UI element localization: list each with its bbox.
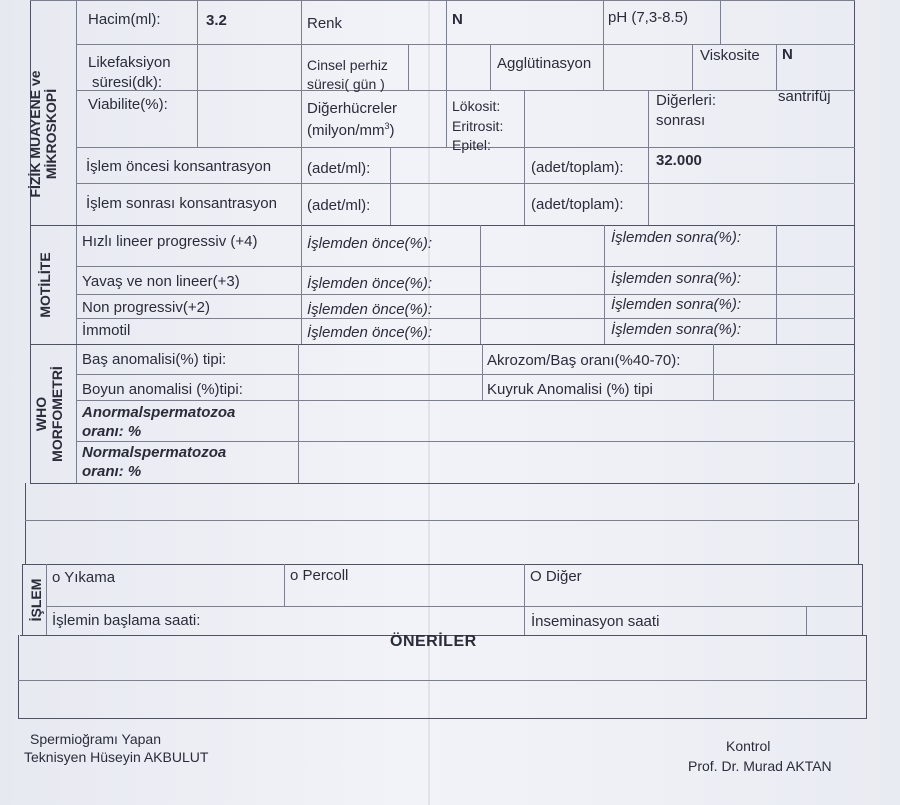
motilite-before-label: İşlemden önce(%): <box>307 324 433 341</box>
likefaksiyon-label-line1: Likefaksiyon <box>88 54 171 71</box>
adet-toplam-label: (adet/toplam): <box>531 159 624 176</box>
col-line <box>713 344 714 400</box>
section-label-line: MORFOMETRİ <box>49 366 65 462</box>
section-label-motilite: MOTİLİTE <box>37 252 53 318</box>
blank-left <box>25 483 26 565</box>
frame-right <box>866 635 867 719</box>
top-border <box>30 0 855 1</box>
col-line <box>298 344 299 483</box>
motilite-row-label: İmmotil <box>82 322 131 339</box>
adet-ml-label: (adet/ml): <box>307 160 371 177</box>
motilite-before-label: İşlemden önce(%): <box>307 235 433 252</box>
diger-hucreler-exponent: 3 <box>384 121 390 131</box>
cinsel-perhiz-label-line1: Cinsel perhiz <box>307 57 388 73</box>
section-label-line: FİZİK MUAYENE ve <box>27 70 43 198</box>
islem-sonrasi-konsantrasyon-label: İşlem sonrası konsantrasyon <box>86 195 277 212</box>
agglutinasyon-label: Agglütinasyon <box>497 55 592 72</box>
kuyruk-anomalisi-label: Kuyruk Anomalisi (%) tipi <box>487 381 653 398</box>
row-line <box>76 183 855 184</box>
inseminasyon-saati-label: İnseminasyon saati <box>531 613 660 630</box>
col-line <box>390 147 391 225</box>
diger-hucreler-unit: (milyon/mm <box>307 122 385 139</box>
col-line <box>603 0 604 90</box>
section-divider <box>30 344 855 345</box>
hacim-value: 3.2 <box>206 12 227 29</box>
frame-left <box>22 564 23 636</box>
motilite-after-label: İşlemden sonra(%): <box>611 321 742 338</box>
footer-right-name: Prof. Dr. Murad AKTAN <box>688 758 832 774</box>
cinsel-perhiz-label-line2: süresi( gün ) <box>307 76 385 92</box>
col-line <box>524 90 525 225</box>
bottom-border <box>18 718 867 719</box>
row-line <box>76 294 855 295</box>
normal-spermatozoa-label-line1: Normalspermatozoa <box>82 444 227 461</box>
percoll-option[interactable]: o Percoll <box>290 567 349 584</box>
section-label-fizik <box>27 31 61 237</box>
viabilite-label: Viabilite(%): <box>88 96 168 113</box>
baslama-saati-label: İşlemin başlama saati: <box>52 612 201 629</box>
paper-fold <box>428 0 430 805</box>
oneriler-title: ÖNERİLER <box>390 633 477 650</box>
row-line <box>76 374 855 375</box>
frame-left <box>18 635 19 719</box>
row-line <box>76 44 855 45</box>
lokosit-label: Lökosit: <box>452 98 501 114</box>
col-line <box>524 564 525 636</box>
adet-ml-label: (adet/ml): <box>307 197 371 214</box>
viskosite-label: Viskosite <box>700 47 760 64</box>
col-line <box>482 344 483 400</box>
islem-oncesi-konsantrasyon-label: İşlem öncesi konsantrasyon <box>86 158 272 175</box>
anormal-spermatozoa-label-line2: oranı: % <box>82 423 142 440</box>
row-line <box>76 318 855 319</box>
row-line <box>25 520 859 521</box>
renk-value: N <box>452 11 463 28</box>
motilite-after-label: İşlemden sonra(%): <box>611 270 742 287</box>
akrozom-label: Akrozom/Baş oranı(%40-70): <box>487 352 681 369</box>
row-line <box>76 441 855 442</box>
adet-toplam-value: 32.000 <box>656 152 702 169</box>
diger-hucreler-close: ) <box>389 122 395 139</box>
footer-left-name: Teknisyen Hüseyin AKBULUT <box>24 749 209 765</box>
diger-option[interactable]: O Diğer <box>530 568 582 585</box>
motilite-after-label: İşlemden sonra(%): <box>611 229 742 246</box>
col-line <box>604 225 605 344</box>
hacim-label: Hacim(ml): <box>88 11 161 28</box>
motilite-before-label: İşlemden önce(%): <box>307 275 433 292</box>
section-divider <box>30 483 855 484</box>
section-label-islem: İŞLEM <box>28 578 44 622</box>
digerleri-label: Diğerleri: <box>656 92 717 109</box>
santrifuj-label: santrifüj <box>778 88 831 105</box>
viskosite-value: N <box>782 46 793 63</box>
row-line <box>46 606 863 607</box>
col-line <box>776 44 777 90</box>
row-line <box>76 400 855 401</box>
section-label-line: MİKROSKOPİ <box>43 88 59 180</box>
footer-left-role: Spermioğramı Yapan <box>30 731 161 747</box>
sonrasi-label: sonrası <box>656 112 706 129</box>
likefaksiyon-label-line2: süresi(dk): <box>92 74 163 91</box>
section-divider <box>30 225 855 226</box>
label-column-line <box>76 0 77 484</box>
col-line <box>197 0 198 147</box>
section-label-line: WHO <box>33 396 49 432</box>
eritrosit-label: Eritrosit: <box>452 118 504 134</box>
normal-spermatozoa-label-line2: oranı: % <box>82 463 142 480</box>
section-divider <box>22 564 862 565</box>
col-line <box>446 0 447 147</box>
col-line <box>408 44 409 90</box>
col-line <box>648 90 649 225</box>
col-line <box>301 0 302 225</box>
yikama-option[interactable]: o Yıkama <box>52 569 116 586</box>
row-line <box>76 266 855 267</box>
motilite-row-label: Non progressiv(+2) <box>82 299 210 316</box>
diger-hucreler-label-line1: Diğerhücreler <box>307 100 398 117</box>
diger-hucreler-label-line2 <box>307 118 395 139</box>
motilite-row-label: Hızlı lineer progressiv (+4) <box>82 233 258 250</box>
epitel-label: Epitel: <box>452 137 491 153</box>
col-line <box>720 0 721 44</box>
renk-label: Renk <box>307 15 343 32</box>
row-line <box>76 90 855 91</box>
col-line <box>480 225 481 344</box>
col-line <box>284 564 285 606</box>
section-label-morfometri <box>33 354 67 474</box>
blank-right <box>858 483 859 565</box>
col-line <box>490 44 491 90</box>
col-line <box>776 225 777 344</box>
col-line <box>806 606 807 636</box>
col-line <box>692 44 693 90</box>
boyun-anomalisi-label: Boyun anomalisi (%)tipi: <box>82 381 243 398</box>
col-line <box>301 225 302 344</box>
bas-anomalisi-label: Baş anomalisi(%) tipi: <box>82 351 227 368</box>
frame-right <box>862 564 863 636</box>
frame-right <box>854 0 855 484</box>
row-line <box>18 680 867 681</box>
motilite-row-label: Yavaş ve non lineer(+3) <box>82 273 240 290</box>
anormal-spermatozoa-label-line1: Anormalspermatozoa <box>82 404 236 421</box>
motilite-before-label: İşlemden önce(%): <box>307 301 433 318</box>
ph-label: pH (7,3-8.5) <box>608 9 689 26</box>
motilite-after-label: İşlemden sonra(%): <box>611 296 742 313</box>
adet-toplam-label: (adet/toplam): <box>531 196 624 213</box>
footer-right-role: Kontrol <box>726 738 771 754</box>
label-column-line <box>46 564 47 636</box>
